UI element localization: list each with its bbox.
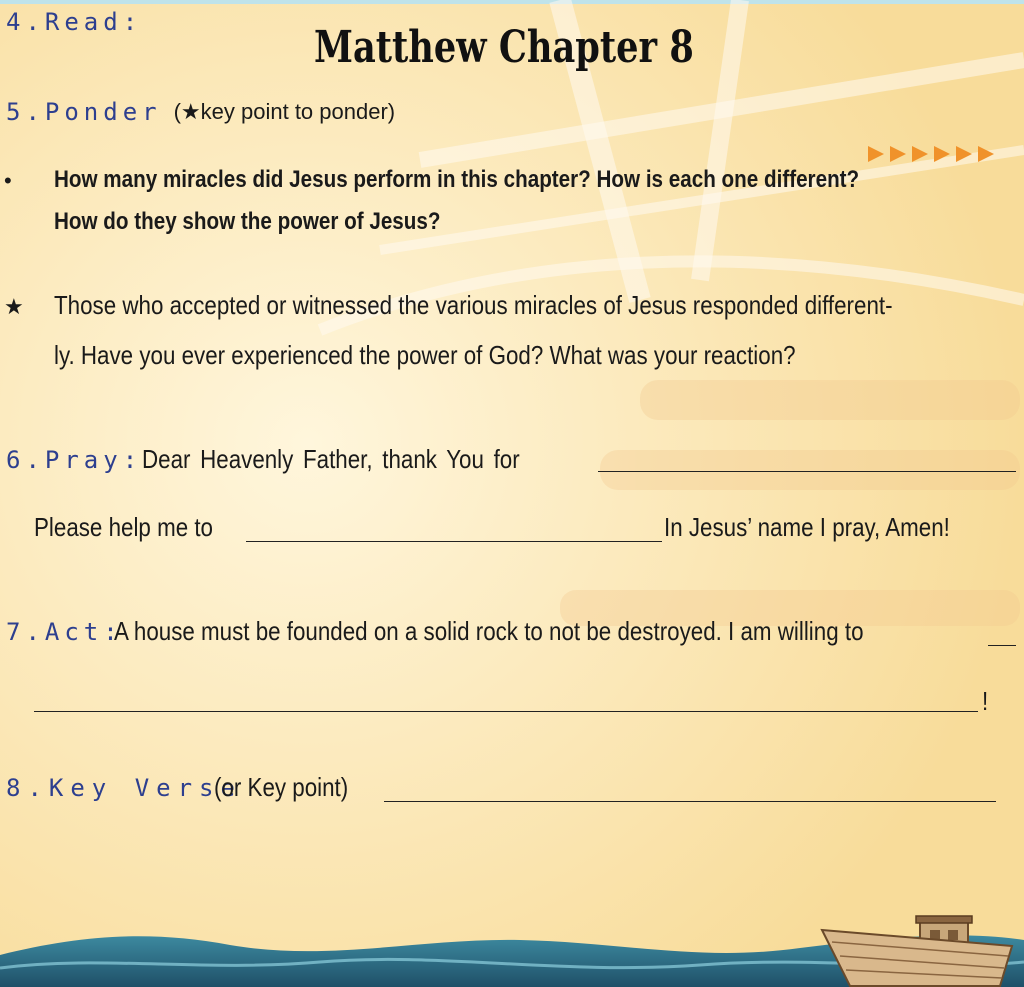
bullet-icon: • [4,168,12,193]
pray-help-blank[interactable] [246,540,662,542]
bullet-question-line-2: How do they show the power of Jesus? [54,208,441,235]
act-blank-start[interactable] [988,644,1016,646]
key-verse-label: 8.Key Verse [6,774,242,802]
ponder-note-text: key point to ponder) [200,99,396,124]
arrow-decoration-icon [868,144,998,164]
key-verse-blank[interactable] [384,800,996,802]
star-question-line-2: ly. Have you ever experienced the power of God? What was your reaction? [54,340,796,370]
ponder-note-open: ( [173,99,181,124]
read-label: 4.Read: [6,8,143,36]
act-end-mark: ! [982,686,989,716]
act-label: 7.Act: [6,618,123,646]
act-text: A house must be founded on a solid rock to not be destroyed. I am willing to [114,616,864,646]
pray-text-1: Dear Heavenly Father, thank You for [142,444,520,474]
key-verse-note: (or Key point) [214,772,349,802]
act-blank-line[interactable] [34,710,978,712]
page-title: Matthew Chapter 8 [314,22,694,73]
pray-text-2: Please help me to [34,512,214,542]
pray-thanks-blank[interactable] [598,470,1016,472]
pray-text-3: In Jesus’ name I pray, Amen! [664,512,950,542]
star-icon: ★ [4,294,24,319]
ponder-heading [6,98,395,126]
ponder-note [174,99,396,125]
bullet-question-line-1: How many miracles did Jesus perform in this chapter? How is each one different? [54,166,860,193]
star-question-line-1: Those who accepted or witnessed the various miracles of Jesus responded different- [54,290,893,320]
pray-label: 6.Pray: [6,446,143,474]
ponder-label: 5.Ponder [6,98,162,126]
star-icon: ★ [180,99,201,124]
boat-illustration [812,912,1022,987]
